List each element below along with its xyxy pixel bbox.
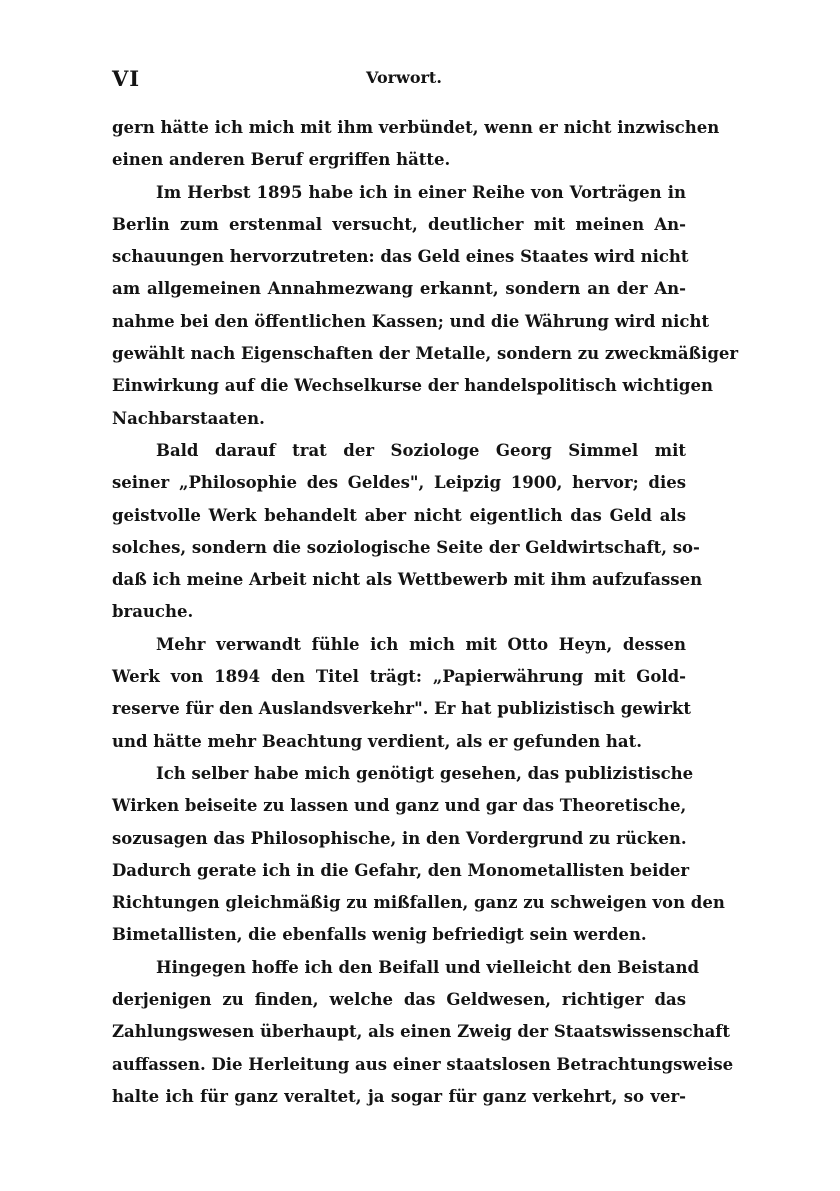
text-line: schauungen hervorzutreten: das Geld eines Staates wird nicht [112, 247, 689, 267]
text-line: Richtungen gleichmäßig zu mißfallen, ganz zu schweigen von den [112, 893, 725, 913]
text-line: Einwirkung auf die Wechselkurse der handelspolitisch wichtigen [112, 376, 713, 396]
text-line: reserve für den Auslandsverkehr". Er hat publizistisch gewirkt [112, 699, 691, 719]
text-line: Bimetallisten, die ebenfalls wenig befriedigt sein werden. [112, 925, 647, 945]
page-number: VI [112, 66, 141, 91]
text-line: halte ich für ganz veraltet, ja sogar für ganz verkehrt, so ver- [112, 1086, 686, 1106]
paragraph [112, 112, 720, 177]
text-line: Wirken beiseite zu lassen und ganz und gar das Theoretische, [112, 796, 687, 816]
text-line: Ich selber habe mich genötigt gesehen, das publizistische [156, 763, 694, 783]
text-line: Bald darauf trat der Soziologe Georg Simmel mit [156, 440, 686, 460]
text-line: Zahlungswesen überhaupt, als einen Zweig der Staatswissenschaft [112, 1022, 730, 1042]
text-line: gern hätte ich mich mit ihm verbündet, wenn er nicht inzwischen [112, 118, 720, 137]
text-line: am allgemeinen Annahmezwang erkannt, sondern an der An- [112, 279, 686, 299]
page-header [112, 66, 686, 98]
paragraph [112, 952, 734, 1113]
text-line: daß ich meine Arbeit nicht als Wettbewerb mit ihm aufzufassen [112, 570, 703, 590]
text-line: Mehr verwandt fühle ich mich mit Otto Heyn, dessen [156, 634, 686, 654]
text-line: auffassen. Die Herleitung aus einer staatslosen Betrachtungsweise [112, 1054, 734, 1074]
text-line: brauche. [112, 602, 194, 622]
text-line: und hätte mehr Beachtung verdient, als er gefunden hat. [112, 731, 642, 751]
paragraph [112, 435, 703, 629]
text-line: Hingegen hoffe ich den Beifall und vielleicht den Beistand [156, 957, 700, 977]
text-line: sozusagen das Philosophische, in den Vordergrund zu rücken. [112, 828, 687, 848]
paragraph [112, 629, 691, 758]
paragraph [112, 177, 739, 435]
text-line: gewählt nach Eigenschaften der Metalle, sondern zu zweckmäßiger [112, 344, 739, 364]
paragraph [112, 758, 725, 952]
text-line: Werk von 1894 den Titel trägt: „Papierwährung mit Gold- [112, 667, 686, 687]
text-line: Dadurch gerate ich in die Gefahr, den Monometallisten beider [112, 860, 690, 880]
text-line: seiner „Philosophie des Geldes", Leipzig 1900, hervor; dies [112, 473, 686, 493]
text-line: Nachbarstaaten. [112, 408, 265, 428]
text-line: geistvolle Werk behandelt aber nicht eigentlich das Geld als [112, 505, 686, 525]
text-line: einen anderen Beruf ergriffen hätte. [112, 150, 451, 170]
text-line: Im Herbst 1895 habe ich in einer Reihe von Vorträgen in [156, 182, 686, 202]
body-text [112, 112, 739, 1113]
text-line: nahme bei den öffentlichen Kassen; und die Währung wird nicht [112, 311, 710, 331]
text-line: solches, sondern die soziologische Seite der Geldwirtschaft, so- [112, 537, 700, 557]
text-line: derjenigen zu finden, welche das Geldwesen, richtiger das [112, 990, 686, 1010]
running-head: Vorwort. [366, 68, 442, 87]
text-line: Berlin zum erstenmal versucht, deutlicher mit meinen An- [112, 214, 686, 234]
